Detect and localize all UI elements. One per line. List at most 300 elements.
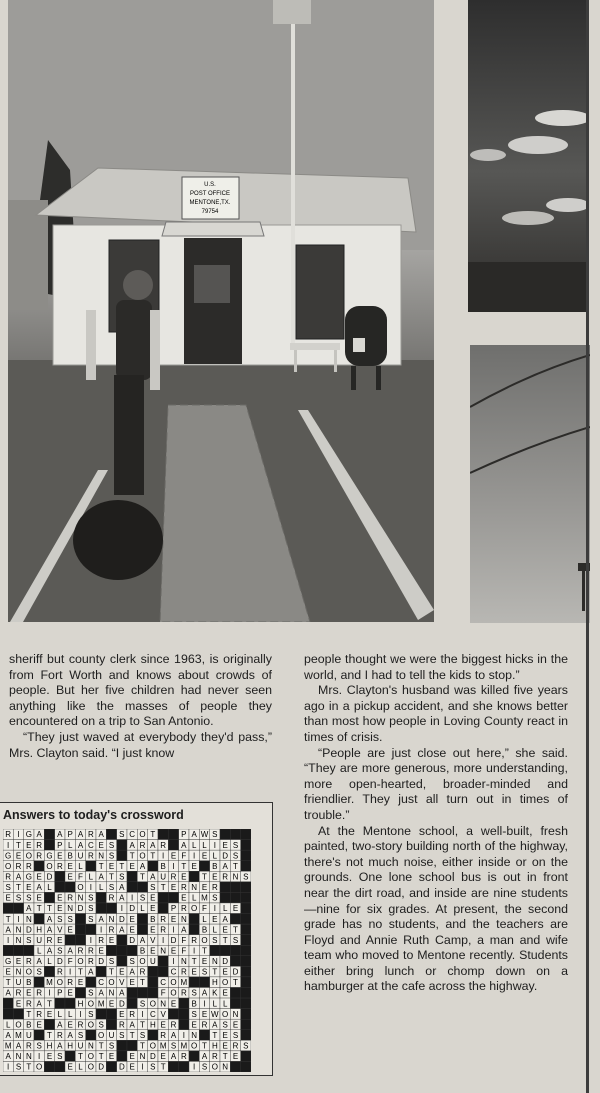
crossword-block [55,871,65,882]
crossword-block [199,861,209,872]
crossword-letter: S [108,1041,115,1051]
crossword-block [148,1030,158,1041]
article-paragraph: At the Mentone school, a well-built, fresh painted, two-story building north of the highway, there's not much noise, either inside or on the grounds. One lone school bus is out in front near the dirt road, and inside are nine students—nine for six grades. At present, the second grade has no students, and the teachers are Floyd and Annie Ruth Camp, a man and wife team who moved to Mentone recently. Students either bring lunch or chomp down on a hamburger at the cafe across the highway. [304,823,568,994]
crossword-letter: O [87,1020,94,1030]
crossword-letter: S [232,935,239,945]
crossword-block [158,966,168,977]
crossword-letter: E [191,861,197,871]
crossword-letter: S [88,988,94,998]
crossword-letter: H [36,925,43,935]
crossword-block [241,945,251,956]
crossword-letter: T [129,851,135,861]
crossword-letter: E [108,935,115,945]
crossword-letter: R [118,1020,125,1030]
crossword-letter: I [203,999,206,1009]
crossword-letter: L [5,1020,11,1030]
crossword-block [127,987,137,998]
crossword-letter: B [201,925,208,935]
crossword-letter: G [25,872,32,882]
crossword-letter: E [57,851,63,861]
crossword-letter: A [139,861,146,871]
crossword-letter: R [77,946,84,956]
crossword-letter: I [182,1030,185,1040]
crossword-block [179,1019,189,1030]
crossword-letter: G [46,851,53,861]
crossword-letter: O [170,978,177,988]
crossword-block [96,903,106,914]
crossword-letter: U [77,1041,84,1051]
crossword-block [106,1009,116,1020]
crossword-letter: O [139,957,146,967]
crossword-letter: P [57,840,63,850]
crossword-letter: A [201,1052,208,1062]
crossword-block [241,1051,251,1062]
crossword-letter: B [26,978,32,988]
crossword-block [220,892,230,903]
crossword-letter: A [119,883,125,893]
crossword-letter: E [212,914,218,924]
crossword-block [158,892,168,903]
crossword-letter: N [160,946,167,956]
crossword-letter: H [211,1041,218,1051]
crossword-letter: E [129,861,135,871]
crossword-block [168,829,178,840]
crossword-letter: R [36,1009,43,1019]
crossword-letter: T [140,1041,145,1051]
crossword-letter: R [170,1020,177,1030]
crossword-letter: R [201,1020,208,1030]
crossword-letter: H [67,1041,74,1051]
crossword-letter: L [212,925,218,935]
crossword-letter: E [5,967,11,977]
crossword-letter: R [5,830,12,840]
crossword-letter: S [57,914,63,924]
crossword-letter: C [160,978,167,988]
crossword-letter: O [15,1020,22,1030]
crossword-letter: E [26,988,32,998]
crossword-letter: E [170,851,177,861]
crossword-letter: A [15,1041,22,1051]
crossword-letter: A [26,904,32,914]
article-paragraph: sheriff but county clerk since 1963, is originally from Fort Worth and knows about crowds of people. But her five children had never seen anything like the masses of people they encountered on a trip to San Antonio. [9,652,272,729]
crossword-letter: O [5,861,12,871]
crossword-block [241,1019,251,1030]
crossword-block [148,861,158,872]
crossword-letter: R [87,830,94,840]
crossword-letter: E [170,946,177,956]
crossword-letter: S [26,893,32,903]
crossword-block [241,840,251,851]
crossword-letter: I [7,840,10,850]
crossword-block [230,998,240,1009]
crossword-letter: A [98,914,104,924]
sign-line-3: MENTONE,TX. [189,200,231,206]
crossword-letter: O [149,1041,156,1051]
crossword-letter: E [201,851,208,861]
crossword-block [230,914,240,925]
crossword-block [158,829,168,840]
crossword-letter: N [191,1030,198,1040]
crossword-letter: P [181,830,187,840]
crossword-block [127,998,137,1009]
crossword-letter: C [170,967,177,977]
sign-line-1: U.S. [204,182,216,188]
crossword-letter: E [160,1020,166,1030]
crossword-letter: T [212,967,218,977]
crossword-letter: A [191,830,197,840]
crossword-letter: O [170,988,177,998]
crossword-letter: V [150,935,156,945]
crossword-block [230,1061,240,1072]
crossword-letter: O [149,999,156,1009]
crossword-letter: R [211,1052,218,1062]
crossword-letter: D [118,999,125,1009]
crossword-letter: I [89,883,92,893]
crossword-letter: S [119,830,125,840]
crossword-letter: O [211,1062,218,1072]
crossword-letter: O [56,978,63,988]
crossword-letter: E [67,861,73,871]
crossword-block [106,1061,116,1072]
crossword-letter: L [57,1009,63,1019]
crossword-letter: D [232,967,239,977]
barbed-wire-photo [470,345,590,623]
crossword-block [189,977,199,988]
crossword-letter: O [25,967,32,977]
crossword-letter: B [139,946,146,956]
crossword-letter: L [191,893,197,903]
crossword-letter: E [170,999,177,1009]
crossword-letter: A [98,830,104,840]
crossword-letter: R [222,872,229,882]
crossword-letter: L [222,904,228,914]
crossword-block [75,935,85,946]
crossword-letter: T [129,1030,135,1040]
crossword-letter: E [191,967,197,977]
crossword-letter: O [191,1041,198,1051]
crossword-block [168,1061,178,1072]
crossword-letter: S [201,967,208,977]
article-paragraph: people thought we were the biggest hicks in the world, and I had to tell the kids to stop.” [304,652,568,682]
crossword-letter: I [48,988,51,998]
crossword-letter: E [15,999,22,1009]
crossword-letter: E [77,978,84,988]
crossword-letter: M [180,1041,188,1051]
crossword-block [117,840,127,851]
crossword-letter: E [108,999,115,1009]
crossword-letter: T [109,872,114,882]
crossword-letter: U [15,978,22,988]
crossword-block [117,1040,127,1051]
crossword-title: Answers to today's crossword [3,808,184,822]
crossword-letter: L [191,840,197,850]
crossword-letter: A [15,872,22,882]
crossword-letter: S [212,830,218,840]
crossword-letter: R [56,967,63,977]
crossword-letter: R [160,925,167,935]
crossword-letter: E [26,840,32,850]
crossword-block [65,1051,75,1062]
crossword-block [55,998,65,1009]
crossword-letter: O [46,861,53,871]
crossword-letter: R [36,840,43,850]
crossword-letter: F [181,935,187,945]
crossword-letter: A [5,1052,11,1062]
crossword-letter: E [108,861,115,871]
crossword-letter: F [202,904,207,914]
crossword-block [96,1009,106,1020]
crossword-letter: T [222,935,228,945]
barbed-wire-illustration [470,345,590,623]
crossword-letter: D [170,935,177,945]
crossword-block [241,956,251,967]
crossword-block [117,945,127,956]
crossword-block [127,882,137,893]
crossword-letter: S [232,1030,239,1040]
crossword-letter: E [222,840,228,850]
crossword-letter: E [67,1020,73,1030]
sky-photo [468,0,588,312]
crossword-letter: L [212,851,218,861]
crossword-letter: T [16,883,21,893]
crossword-letter: U [36,935,43,945]
crossword-letter: E [36,893,42,903]
crossword-letter: M [15,1030,22,1040]
crossword-letter: E [150,946,156,956]
crossword-block [86,924,96,935]
crossword-letter: E [150,893,156,903]
crossword-letter: N [222,1062,229,1072]
crossword-block [241,861,251,872]
crossword-letter: M [180,978,188,988]
crossword-letter: S [5,883,11,893]
crossword-letter: R [77,1020,84,1030]
crossword-letter: A [139,935,146,945]
crossword-letter: S [15,1062,22,1072]
crossword-letter: E [160,1052,166,1062]
crossword-letter: I [38,1052,41,1062]
article-paragraph: “They just waved at everybody they'd pass,” Mrs. Clayton said. “I just know [9,729,272,760]
crossword-letter: I [17,830,20,840]
crossword-letter: M [46,978,53,988]
post-office-illustration [8,0,434,622]
crossword-letter: S [129,957,135,967]
crossword-letter: I [141,1062,144,1072]
crossword-letter: N [232,872,239,882]
crossword-letter: A [77,830,84,840]
crossword-letter: I [7,935,10,945]
crossword-letter: E [170,914,177,924]
crossword-letter: R [56,861,63,871]
crossword-letter: T [78,1052,83,1062]
crossword-letter: A [201,988,208,998]
crossword-letter: E [222,925,228,935]
crossword-letter: D [149,1052,156,1062]
crossword-letter: R [36,988,43,998]
crossword-block [137,882,147,893]
crossword-letter: S [36,967,42,977]
crossword-letter: E [67,925,73,935]
crossword-letter: E [57,904,63,914]
crossword-letter: S [170,1041,177,1051]
crossword-letter: I [17,914,20,924]
crossword-letter: D [118,914,125,924]
crossword-letter: I [213,840,216,850]
crossword-letter: E [67,872,73,882]
crossword-block [210,945,220,956]
crossword-letter: L [140,904,145,914]
crossword-block [241,1009,251,1020]
crossword-letter: U [108,1030,115,1040]
crossword-block [230,882,240,893]
crossword-block [241,1061,251,1072]
crossword-letter: E [36,872,42,882]
crossword-block [96,966,106,977]
crossword-letter: L [36,946,42,956]
crossword-letter: E [222,967,228,977]
crossword-letter: A [5,925,11,935]
crossword-letter: S [139,999,146,1009]
crossword-block [3,1009,13,1020]
crossword-letter: A [119,925,125,935]
crossword-letter: L [47,957,52,967]
crossword-letter: U [25,1030,32,1040]
crossword-letter: T [160,883,166,893]
crossword-letter: E [26,883,32,893]
crossword-letter: T [191,957,197,967]
crossword-letter: I [120,904,123,914]
crossword-block [220,945,230,956]
crossword-letter: R [46,935,53,945]
crossword-letter: R [25,861,32,871]
crossword-block [106,903,116,914]
crossword-block [241,977,251,988]
crossword-letter: T [98,1041,104,1051]
crossword-block [137,914,147,925]
crossword-letter: E [15,957,22,967]
crossword-letter: S [67,914,73,924]
crossword-letter: U [149,957,156,967]
crossword-letter: E [181,872,187,882]
crossword-block [3,903,13,914]
crossword-letter: S [77,1030,84,1040]
crossword-block [65,935,75,946]
crossword-letter: D [25,925,32,935]
crossword-letter: O [139,851,146,861]
crossword-block [24,945,34,956]
crossword-letter: E [46,1009,53,1019]
crossword-letter: O [87,1062,94,1072]
crossword-letter: T [202,946,207,956]
crossword-letter: I [89,935,92,945]
crossword-block [179,1061,189,1072]
crossword-letter: E [67,1062,73,1072]
crossword-letter: A [222,914,228,924]
page-edge-line [586,0,589,1093]
crossword-letter: V [160,1009,166,1019]
crossword-block [241,914,251,925]
crossword-block [117,1051,127,1062]
crossword-letter: O [222,1009,229,1019]
crossword-block [230,829,240,840]
crossword-letter: R [15,988,22,998]
crossword-letter: B [67,851,73,861]
crossword-letter: A [46,914,53,924]
crossword-letter: R [160,1030,167,1040]
crossword-block [168,840,178,851]
crossword-letter: I [172,861,175,871]
crossword-letter: A [36,883,42,893]
crossword-letter: R [67,978,74,988]
crossword-block [44,1061,54,1072]
crossword-letter: G [25,830,32,840]
crossword-block [96,892,106,903]
crossword-block [148,987,158,998]
crossword-letter: C [129,830,136,840]
crossword-letter: T [233,861,238,871]
crossword-letter: U [77,851,84,861]
crossword-letter: T [140,978,145,988]
crossword-letter: T [160,1062,166,1072]
crossword-letter: T [150,851,156,861]
crossword-letter: D [129,935,136,945]
crossword-letter: V [57,925,63,935]
crossword-letter: N [25,914,32,924]
crossword-letter: A [46,925,53,935]
crossword-letter: S [150,883,156,893]
crossword-letter: H [77,999,84,1009]
crossword-letter: O [77,883,84,893]
crossword-letter: E [150,904,156,914]
crossword-letter: M [4,1041,12,1051]
crossword-letter: D [118,1062,125,1072]
crossword-letter: E [108,1052,115,1062]
crossword-letter: T [5,914,11,924]
crossword-letter: L [47,883,52,893]
crossword-block [220,829,230,840]
crossword-letter: E [129,1062,135,1072]
crossword-letter: D [77,904,84,914]
crossword-letter: C [98,978,105,988]
crossword-letter: R [139,967,146,977]
crossword-letter: S [108,851,115,861]
crossword-letter: R [98,935,105,945]
crossword-letter: O [36,1062,43,1072]
crossword-letter: E [98,840,104,850]
crossword-block [179,1009,189,1020]
crossword-block [241,924,251,935]
crossword-letter: E [129,978,135,988]
crossword-letter: V [119,978,125,988]
crossword-letter: N [108,914,115,924]
crossword-block [86,1030,96,1041]
crossword-block [44,829,54,840]
crossword-letter: E [222,1041,228,1051]
crossword-letter: A [98,988,104,998]
crossword-letter: B [191,999,197,1009]
crossword-block [199,977,209,988]
crossword-letter: E [232,904,239,914]
crossword-letter: F [67,957,73,967]
crossword-letter: F [78,872,83,882]
crossword-letter: L [78,861,83,871]
crossword-block [241,903,251,914]
crossword-block [230,956,240,967]
crossword-letter: R [139,840,146,850]
crossword-block [13,903,23,914]
crossword-letter: E [150,925,156,935]
crossword-letter: A [67,1030,73,1040]
